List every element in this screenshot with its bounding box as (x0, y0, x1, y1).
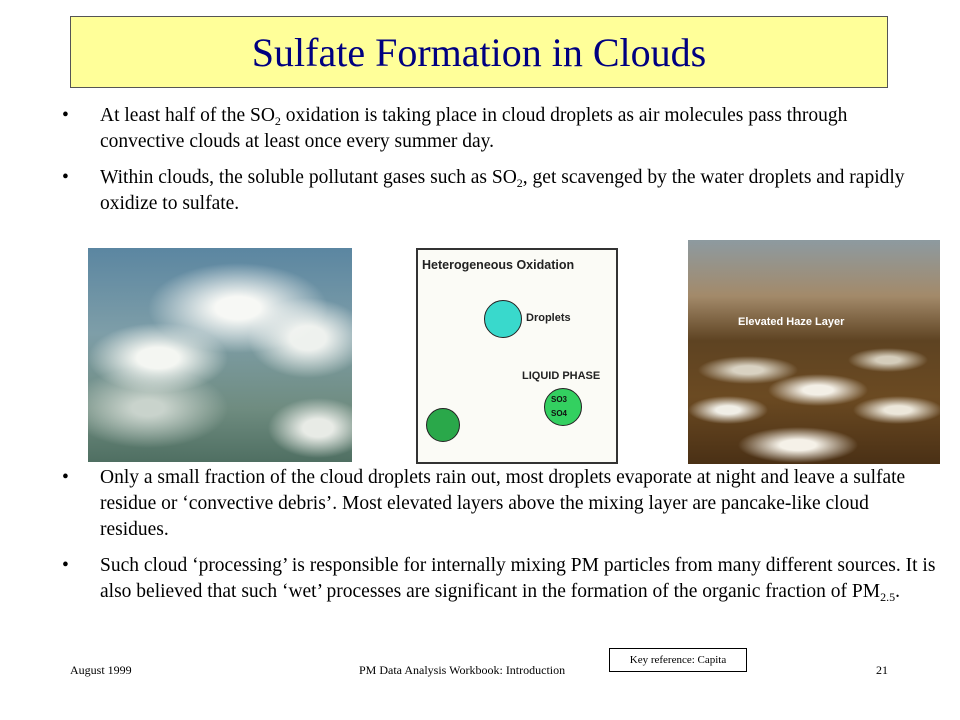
bullet-item (62, 553, 942, 605)
bullet-text: At least half of the SO (100, 105, 275, 126)
bullet-item (62, 165, 912, 217)
bullet-text: . (895, 581, 900, 602)
so3-label: SO3 (551, 395, 568, 404)
subscript: 2 (516, 176, 523, 190)
bullet-text: Only a small fraction of the cloud droplets rain out, most droplets evaporate at night and leave a sulfate residue or ‘convective debris’. Most elevated layers above the mixing layer are pancake-like cloud residues. (100, 467, 906, 540)
title-box (70, 16, 888, 88)
bullet-dot: • (62, 467, 69, 488)
bullet-text: , get scavenged by the water droplets and rapidly oxidize to sulfate. (100, 167, 905, 214)
key-reference-box: Key reference: Capita (609, 648, 747, 672)
footer-date: August 1999 (70, 663, 132, 677)
cumulus-cloud-photo (88, 248, 352, 462)
bullet-item (62, 465, 942, 543)
footer-title: PM Data Analysis Workbook: Introduction (359, 663, 566, 677)
elevated-haze-photo (688, 240, 940, 464)
droplet-cyan (484, 300, 522, 338)
bullet-item (62, 103, 912, 155)
so4-label: SO4 (551, 409, 568, 418)
top-bullet-list (62, 103, 912, 227)
heterogeneous-oxidation-diagram (416, 248, 618, 464)
bullet-dot: • (62, 555, 69, 576)
diagram-heading: Heterogeneous Oxidation (422, 258, 575, 272)
subscript: 2.5 (880, 590, 896, 604)
droplet-green-liquid (544, 388, 582, 426)
bullet-text: oxidation is taking place in cloud droplets as air molecules pass through convective clouds at least once every summer day. (100, 105, 848, 152)
haze-label: Elevated Haze Layer (738, 316, 845, 328)
droplets-label: Droplets (526, 312, 571, 324)
subscript: 2 (274, 114, 281, 128)
bullet-dot: • (62, 167, 69, 188)
bullet-text: Such cloud ‘processing’ is responsible for internally mixing PM particles from many different sources. It is also believed that such ‘wet’ processes are significant in the formation of the organic fraction of PM (100, 555, 936, 602)
bullet-dot: • (62, 105, 69, 126)
bullet-text: Within clouds, the soluble pollutant gases such as SO (100, 167, 517, 188)
page-title: Sulfate Formation in Clouds (251, 29, 707, 75)
bottom-bullet-list (62, 465, 942, 615)
droplet-green-small (426, 408, 460, 442)
liquid-phase-label: LIQUID PHASE (522, 370, 601, 382)
page-number: 21 (876, 663, 888, 677)
